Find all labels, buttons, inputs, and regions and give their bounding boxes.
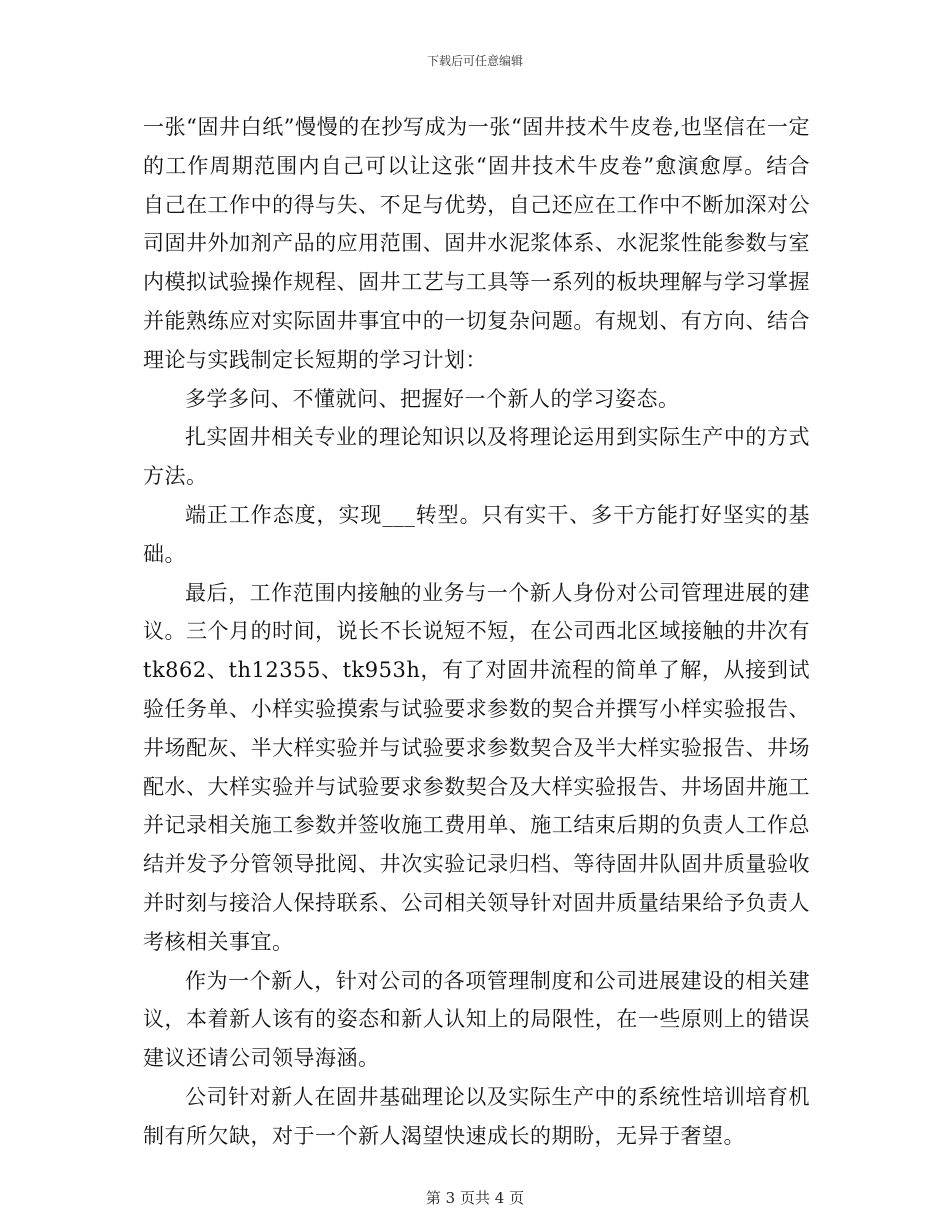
paragraph-theory-practice: 扎实固井相关专业的理论知识以及将理论运用到实际生产中的方式方法。 <box>143 425 810 489</box>
paragraph-learning-plan: 一张“固井白纸”慢慢的在抄写成为一张“固井技术牛皮卷,也坚信在一定的工作周期范围内自己可以让这张“固井技术牛皮卷”愈演愈厚。结合自己在工作中的得与失、不足与优势，自己还应在工作中不断加深对公司固井外加剂产品的应用范围、固井水泥浆体系、水泥浆性能参数与室内模拟试验操作规程、固井工艺与工具等一系列的板块理解与学习掌握并能熟练应对实际固井事宜中的一切复杂问题。有规划、有方向、结合理论与实践制定长短期的学习计划： <box>143 115 810 372</box>
paragraph-newcomer-suggestions: 作为一个新人，针对公司的各项管理制度和公司进展建设的相关建议，本着新人该有的姿态和新人认知上的局限性，在一些原则上的错误建议还请公司领导海涵。 <box>143 968 810 1071</box>
paragraph-work-attitude: 端正工作态度，实现___转型。只有实干、多干方能打好坚实的基础。 <box>143 502 810 566</box>
paragraph-business-suggestions: 最后，工作范围内接触的业务与一个新人身份对公司管理进展的建议。三个月的时间，说长不长说短不短，在公司西北区域接触的井次有tk862、th12355、tk953h，有了对固井流程的简单了解，从接到试验任务单、小样实验摸索与试验要求参数的契合并撰写小样实验报告、井场配灰、半大样实验并与试验要求参数契合及半大样实验报告、井场配水、大样实验并与试验要求参数契合及大样实验报告、井场固井施工并记录相关施工参数并签收施工费用单、施工结束后期的负责人工作总结并发予分管领导批阅、井次实验记录归档、等待固井队固井质量验收并时刻与接洽人保持联系、公司相关领导针对固井质量结果给予负责人考核相关事宜。 <box>143 580 810 954</box>
page-number: 第 3 页共 4 页 <box>425 1189 525 1207</box>
page-header-note: 下载后可任意编辑 <box>426 54 523 68</box>
paragraph-training-mechanism: 公司针对新人在固井基础理论以及实际生产中的系统性培训培育机制有所欠缺，对于一个新人渴望快速成长的期盼，无异于奢望。 <box>143 1084 810 1148</box>
document-body <box>143 108 810 1156</box>
paragraph-ask-questions: 多学多问、不懂就问、把握好一个新人的学习姿态。 <box>185 386 680 411</box>
